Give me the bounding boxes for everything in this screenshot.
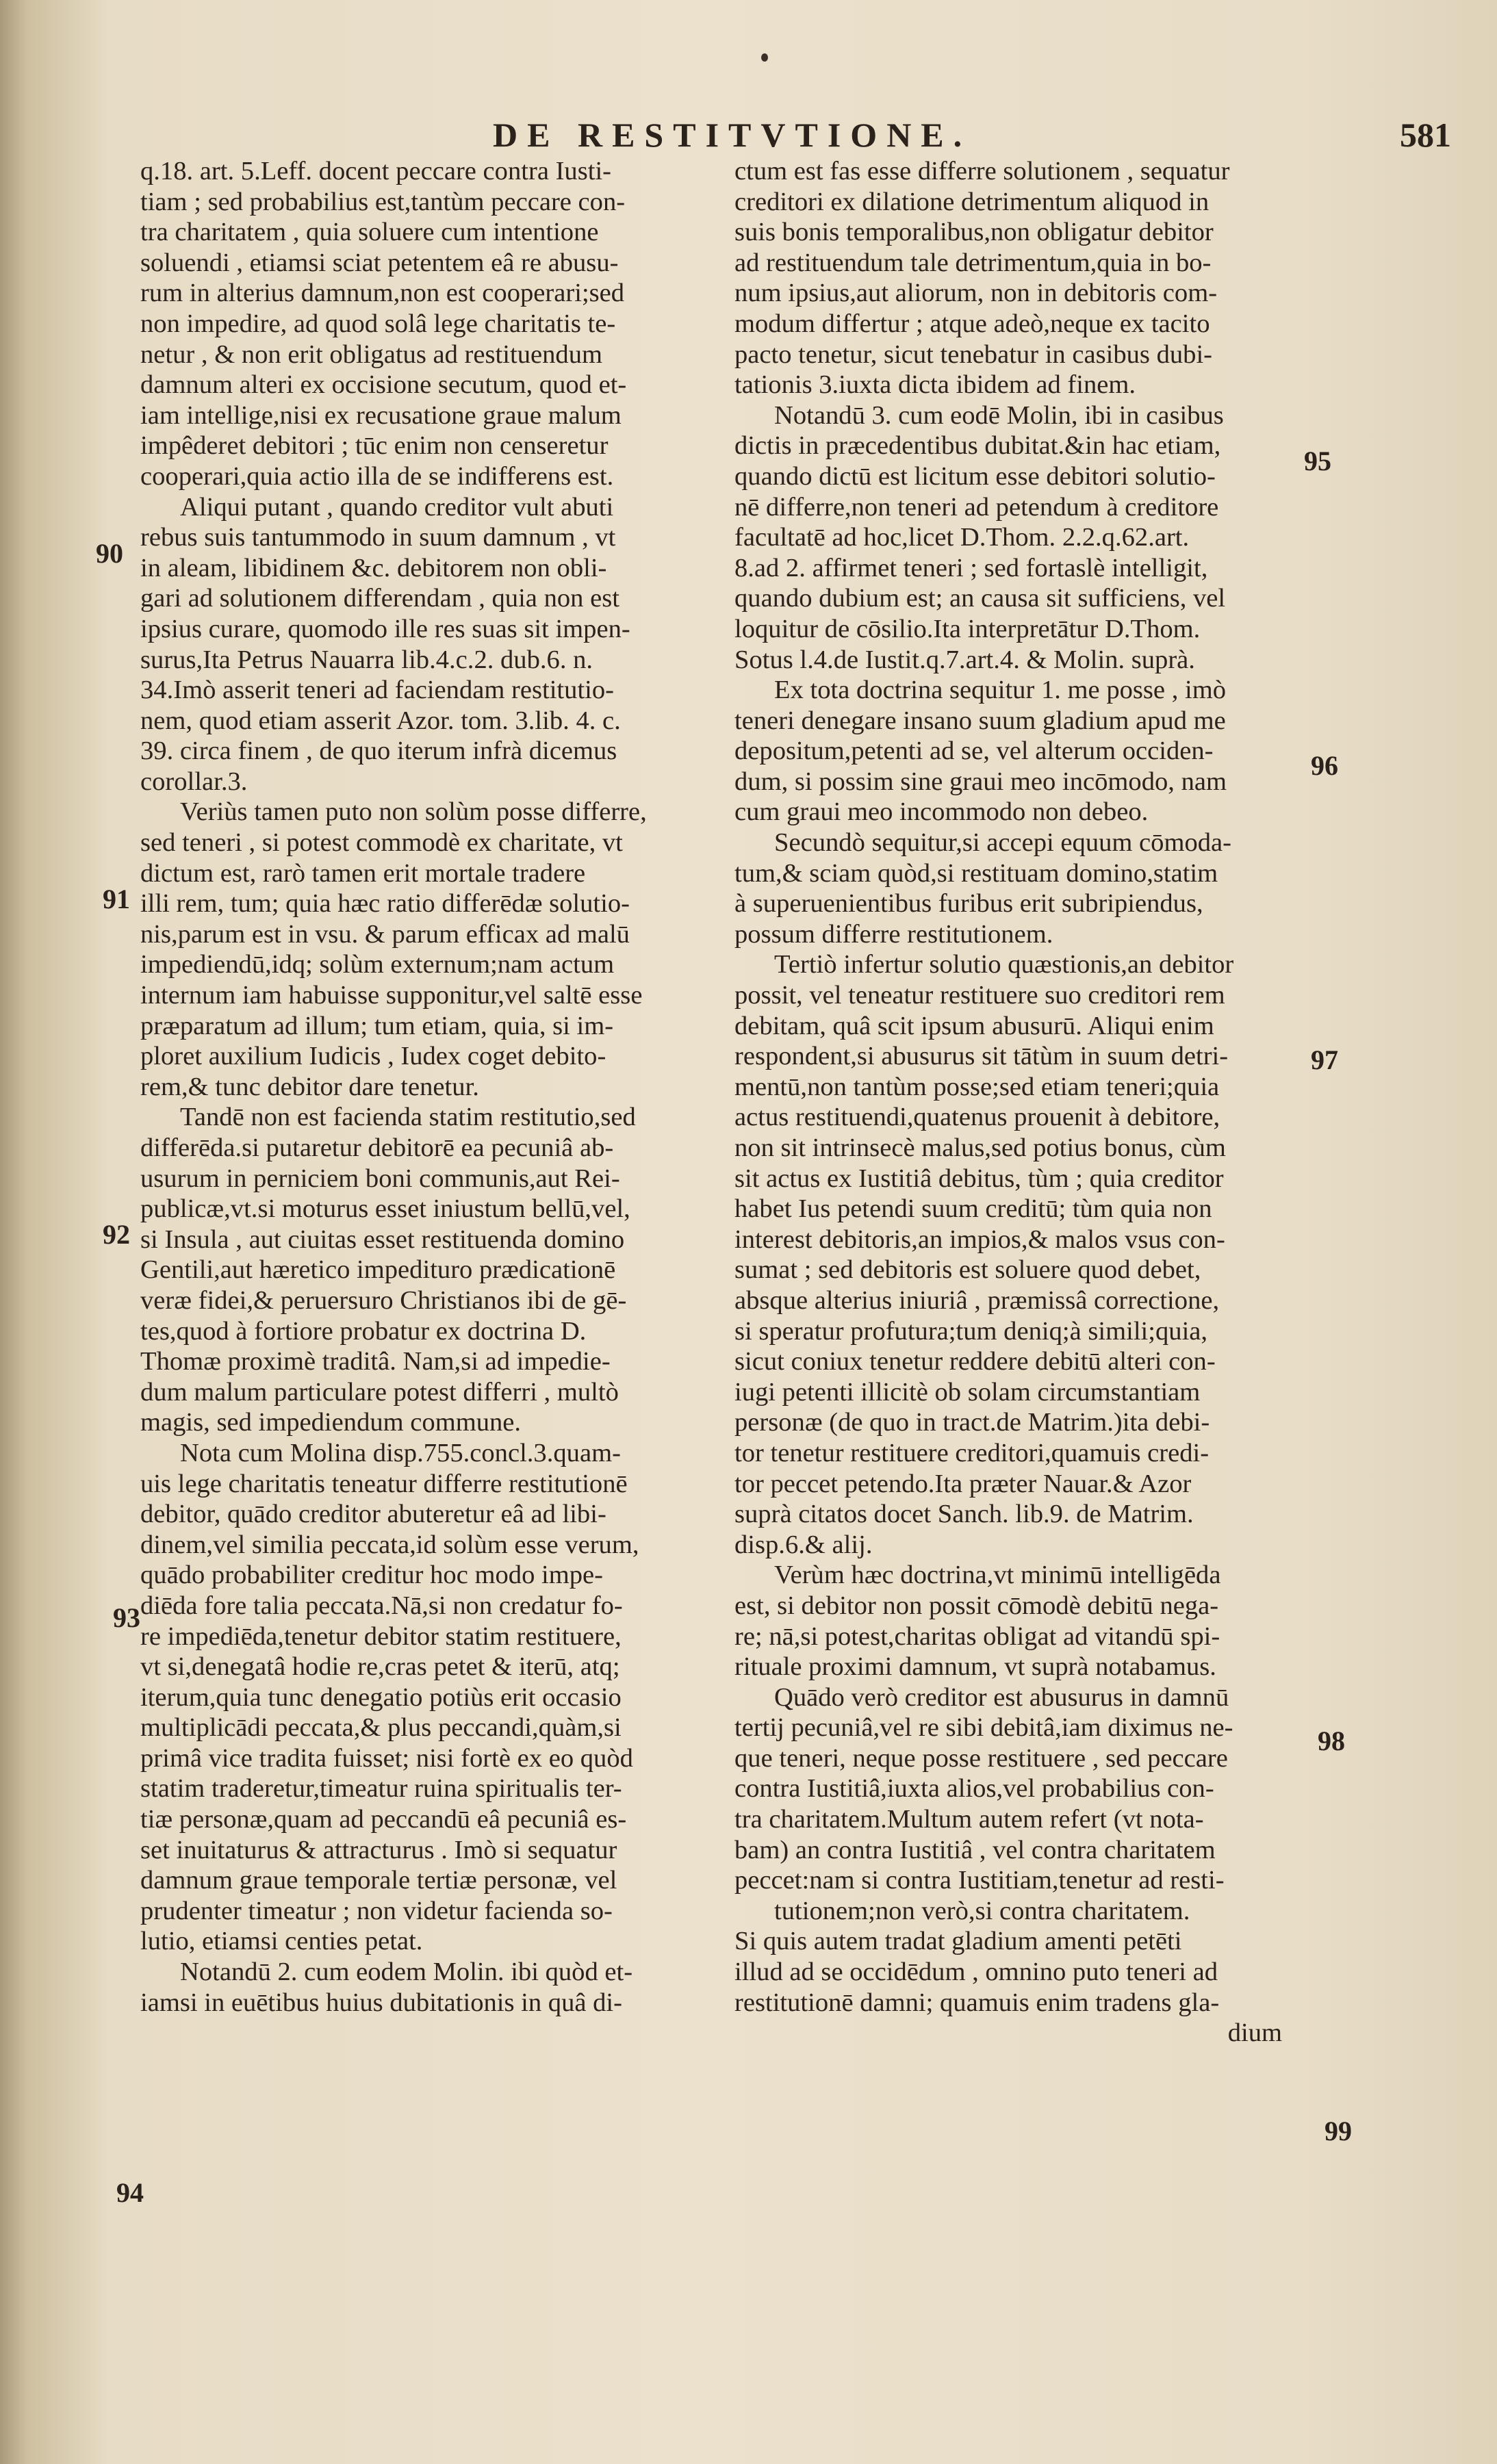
text-line: netur , & non erit obligatus ad restituendum <box>140 339 602 369</box>
margin-number-97: 97 <box>1311 1044 1338 1075</box>
text-line: creditori ex dilatione detrimentum aliquod in <box>734 187 1210 216</box>
text-line: ctum est fas esse differre solutionem , sequatur <box>734 157 1230 185</box>
text-line: dictis in præcedentibus dubitat.&in hac etiam, <box>734 431 1221 461</box>
text-line: rum in alterius damnum,non est cooperari;sed <box>140 279 625 308</box>
text-line: Verùm hæc doctrina,vt minimū intelligēda <box>774 1561 1221 1590</box>
text-line: Sotus l.4.de Iustit.q.7.art.4. & Molin. suprà. <box>734 645 1195 674</box>
text-line: damnum alteri ex occisione secutum, quod et- <box>140 370 627 400</box>
margin-number-95: 95 <box>1304 446 1331 476</box>
text-line: tum,& sciam quòd,si restituam domino,statim <box>734 858 1218 888</box>
text-line: Thomæ proximè traditâ. Nam,si ad impedie- <box>140 1347 611 1376</box>
text-line: sicut coniux tenetur reddere debitū alteri con- <box>734 1347 1216 1376</box>
text-line: depositum,petenti ad se, vel alterum occiden- <box>734 736 1214 766</box>
margin-number-99: 99 <box>1325 2116 1352 2146</box>
margin-number-91: 91 <box>103 884 130 914</box>
text-line: quādo probabiliter creditur hoc modo impe- <box>140 1561 603 1590</box>
text-line: lutio, etiamsi centies petat. <box>140 1927 423 1956</box>
text-line: præparatum ad illum; tum etiam, quia, si im- <box>140 1011 614 1040</box>
text-line: tra charitatem.Multum autem refert (vt nota- <box>734 1805 1204 1834</box>
text-line: Ex tota doctrina sequitur 1. me posse , imò <box>774 676 1226 705</box>
text-line: uis lege charitatis teneatur differre restitutionē <box>140 1469 628 1498</box>
text-line: tra charitatem , quia soluere cum intentione <box>140 218 599 247</box>
text-line: sumat ; sed debitoris est soluere quod debet, <box>734 1255 1201 1285</box>
text-line: que teneri, neque posse restituere , sed peccare <box>734 1743 1228 1773</box>
text-line: 34.Imò asserit teneri ad faciendam restitutio- <box>140 676 615 705</box>
text-line: re impediēda,tenetur debitor statim restituere, <box>140 1621 622 1651</box>
text-line: teneri denegare insano suum gladium apud me <box>734 706 1226 735</box>
margin-number-93: 93 <box>113 1602 140 1633</box>
text-line: facultatē ad hoc,licet D.Thom. 2.2.q.62.art. <box>734 523 1190 552</box>
text-line: Tertiò infertur solutio quæstionis,an debitor <box>774 950 1234 979</box>
text-line: debitor, quādo creditor abuteretur eâ ad libi- <box>140 1500 606 1529</box>
running-title: DE RESTITVTIONE. <box>493 116 972 154</box>
text-line: disp.6.& alij. <box>734 1530 873 1559</box>
text-line: usurum in perniciem boni communis,aut Rei- <box>140 1164 620 1193</box>
text-line: tor peccet petendo.Ita præter Nauar.& Azor <box>734 1469 1192 1498</box>
text-line: rituale proximi damnum, vt suprà notabamus. <box>734 1652 1216 1682</box>
page-number: 581 <box>1400 116 1451 154</box>
text-line: tiam ; sed probabilius est,tantùm peccare con- <box>140 187 626 216</box>
text-line: ipsius curare, quomodo ille res suas sit impen- <box>140 614 630 643</box>
text-line: q.18. art. 5.Leff. docent peccare contra Iusti- <box>140 157 612 185</box>
text-line: est, si debitor non possit cōmodè debitū nega- <box>734 1591 1219 1620</box>
text-line: actus restituendi,quatenus prouenit à debitore, <box>734 1103 1220 1132</box>
text-line: debitam, quâ scit ipsum abusurū. Aliqui enim <box>734 1011 1214 1040</box>
text-line: Si quis autem tradat gladium amenti petēti <box>734 1927 1182 1956</box>
text-line: veræ fidei,& peruersuro Christianos ibi de gē- <box>140 1285 627 1315</box>
text-line: sit actus ex Iustitiâ debitus, tùm ; quia creditor <box>734 1164 1224 1193</box>
text-line: soluendi , etiamsi sciat petentem eâ re abusu- <box>140 248 619 277</box>
text-line: modum differtur ; atque adeò,neque ex tacito <box>734 309 1210 338</box>
text-line: rebus suis tantummodo in suum damnum , vt <box>140 523 616 552</box>
text-line: quando dubium est; an causa sit sufficiens, vel <box>734 584 1226 613</box>
text-line: set inuitaturus & attracturus . Imò si sequatur <box>140 1835 617 1864</box>
text-line: diēda fore talia peccata.Nā,si non credatur fo- <box>140 1591 623 1620</box>
text-line: si speratur profutura;tum deniq;à simili;quia, <box>734 1316 1208 1346</box>
text-line: ploret auxilium Iudicis , Iudex coget debito- <box>140 1042 606 1071</box>
ink-speck <box>761 53 768 62</box>
text-line: si Insula , aut ciuitas esset restituenda domino <box>140 1224 625 1254</box>
left-column <box>140 156 715 2018</box>
text-line: contra Iustitiâ,iuxta alios,vel probabilius con- <box>734 1774 1214 1804</box>
text-line: damnum graue temporale tertiæ personæ, vel <box>140 1866 617 1895</box>
text-line: dinem,vel similia peccata,id solùm esse verum, <box>140 1530 639 1559</box>
text-line: in aleam, libidinem &c. debitorem non obli- <box>140 553 607 582</box>
text-line: 39. circa finem , de quo iterum infrà dicemus <box>140 736 617 766</box>
text-line: nem, quod etiam asserit Azor. tom. 3.lib. 4. c. <box>140 706 621 735</box>
text-line: Nota cum Molina disp.755.concl.3.quam- <box>180 1438 621 1467</box>
text-line: Tandē non est facienda statim restitutio,sed <box>180 1103 636 1132</box>
text-line: tationis 3.iuxta dicta ibidem ad finem. <box>734 370 1136 400</box>
text-line: dum, si possim sine graui meo incōmodo, nam <box>734 767 1227 796</box>
text-line: non impedire, ad quod solâ lege charitatis te- <box>140 309 616 338</box>
text-line: internum iam habuisse supponitur,vel saltē esse <box>140 981 643 1010</box>
text-line: prudenter timeatur ; non videtur facienda so- <box>140 1896 613 1925</box>
text-line: suis bonis temporalibus,non obligatur debitor <box>734 218 1214 247</box>
text-line: impediendū,idq; solùm externum;nam actum <box>140 950 615 979</box>
text-line: mentū,non tantùm posse;sed etiam teneri;quia <box>734 1072 1220 1101</box>
text-line: pacto tenetur, sicut tenebatur in casibus dubi- <box>734 339 1213 369</box>
text-line: dum malum particulare potest differri , multò <box>140 1377 619 1407</box>
text-line: ad restituendum tale detrimentum,quia in bo- <box>734 248 1212 277</box>
text-line: habet Ius petendi suum creditū; tùm quia non <box>734 1194 1212 1224</box>
text-line: tutionem;non verò,si contra charitatem. <box>774 1896 1190 1925</box>
text-line: Gentili,aut hæretico impedituro prædicationē <box>140 1255 616 1285</box>
text-line: à superuenientibus furibus erit subripiendus, <box>734 889 1203 919</box>
margin-number-90: 90 <box>96 538 123 569</box>
text-line: Secundò sequitur,si accepi equum cōmoda- <box>774 828 1232 858</box>
text-line: suprà citatos docet Sanch. lib.9. de Matrim. <box>734 1500 1194 1529</box>
text-line: Notandū 2. cum eodem Molin. ibi quòd et- <box>180 1958 633 1987</box>
text-line: tes,quod à fortiore probatur ex doctrina D. <box>140 1316 587 1346</box>
text-line: statim traderetur,timeatur ruina spiritualis ter- <box>140 1774 622 1804</box>
text-line: rem,& tunc debitor dare tenetur. <box>140 1072 479 1101</box>
text-line: sed teneri , si potest commodè ex charitate, vt <box>140 828 623 858</box>
text-line: possit, vel teneatur restituere suo creditori rem <box>734 981 1225 1010</box>
right-column <box>734 156 1309 2049</box>
text-line: gari ad solutionem differendam , quia non est <box>140 584 619 613</box>
text-line: cooperari,quia actio illa de se indifferens est. <box>140 461 614 491</box>
text-line: Notandū 3. cum eodē Molin, ibi in casibus <box>774 400 1224 430</box>
text-line: publicæ,vt.si moturus esset iniustum bellū,vel, <box>140 1194 630 1224</box>
text-line: multiplicādi peccata,& plus peccandi,quàm,si <box>140 1713 622 1743</box>
text-line: quando dictū est licitum esse debitori solutio- <box>734 461 1216 491</box>
text-line: restitutionē damni; quamuis enim tradens gla- <box>734 1988 1220 2017</box>
text-line: Quādo verò creditor est abusurus in damnū <box>774 1682 1229 1712</box>
text-line: corollar.3. <box>140 767 248 796</box>
text-line: num ipsius,aut aliorum, non in debitoris com- <box>734 279 1218 308</box>
margin-number-94: 94 <box>116 2177 144 2208</box>
text-line: tertij pecuniâ,vel re sibi debitâ,iam diximus ne- <box>734 1713 1233 1743</box>
text-line: tor tenetur restituere creditori,quamuis credi- <box>734 1438 1210 1467</box>
text-line: respondent,si abusurus sit tātùm in suum detri- <box>734 1042 1229 1071</box>
text-line: possum differre restitutionem. <box>734 919 1053 949</box>
text-line: surus,Ita Petrus Nauarra lib.4.c.2. dub.6. n. <box>140 645 593 674</box>
margin-number-96: 96 <box>1311 750 1338 781</box>
text-line: interest debitoris,an impios,& malos vsus con- <box>734 1224 1225 1254</box>
text-line: nis,parum est in vsu. & parum efficax ad malū <box>140 919 630 949</box>
text-line: iamsi in euētibus huius dubitationis in quâ di- <box>140 1988 622 2017</box>
text-line: peccet:nam si contra Iustitiam,tenetur ad resti- <box>734 1866 1225 1895</box>
margin-number-92: 92 <box>103 1219 130 1250</box>
text-line: primâ vice tradita fuisset; nisi fortè ex eo quòd <box>140 1743 633 1773</box>
text-line: Aliqui putant , quando creditor vult abuti <box>180 492 614 522</box>
text-line: Veriùs tamen puto non solùm posse differre, <box>180 797 647 827</box>
text-line: iterum,quia tunc denegatio potiùs erit occasio <box>140 1682 622 1712</box>
text-line: loquitur de cōsilio.Ita interpretātur D.Thom. <box>734 614 1201 643</box>
text-line: dium <box>1227 2018 1282 2048</box>
text-line: impêderet debitori ; tūc enim non censeretur <box>140 431 609 461</box>
text-line: nē differre,non teneri ad petendum à creditore <box>734 492 1219 522</box>
text-line: tiæ personæ,quam ad peccandū eâ pecuniâ es- <box>140 1805 627 1834</box>
text-line: differēda.si putaretur debitorē ea pecuniâ ab- <box>140 1133 614 1162</box>
text-line: cum graui meo incommodo non debeo. <box>734 797 1149 827</box>
text-line: non sit intrinsecè malus,sed potius bonus, cùm <box>734 1133 1226 1162</box>
text-line: vt si,denegatâ hodie re,cras petet & iterū, atq; <box>140 1652 620 1682</box>
text-line: iugi petenti illicitè ob solam circumstantiam <box>734 1377 1201 1407</box>
text-line: dictum est, rarò tamen erit mortale tradere <box>140 858 586 888</box>
text-line: magis, sed impediendum commune. <box>140 1408 522 1437</box>
text-line: personæ (de quo in tract.de Matrim.)ita debi- <box>734 1408 1210 1437</box>
text-line: bam) an contra Iustitiâ , vel contra charitatem <box>734 1835 1216 1864</box>
text-line: 8.ad 2. affirmet teneri ; sed fortaslè intelligit, <box>734 553 1208 582</box>
text-line: re; nā,si potest,charitas obligat ad vitandū spi- <box>734 1621 1220 1651</box>
text-line: illi rem, tum; quia hæc ratio differēdæ solutio- <box>140 889 630 919</box>
text-line: iam intellige,nisi ex recusatione graue malum <box>140 400 622 430</box>
text-line: illud ad se occidēdum , omnino puto teneri ad <box>734 1958 1218 1987</box>
text-line: absque alterius iniuriâ , præmissâ correctione, <box>734 1285 1220 1315</box>
margin-number-98: 98 <box>1318 1725 1345 1756</box>
